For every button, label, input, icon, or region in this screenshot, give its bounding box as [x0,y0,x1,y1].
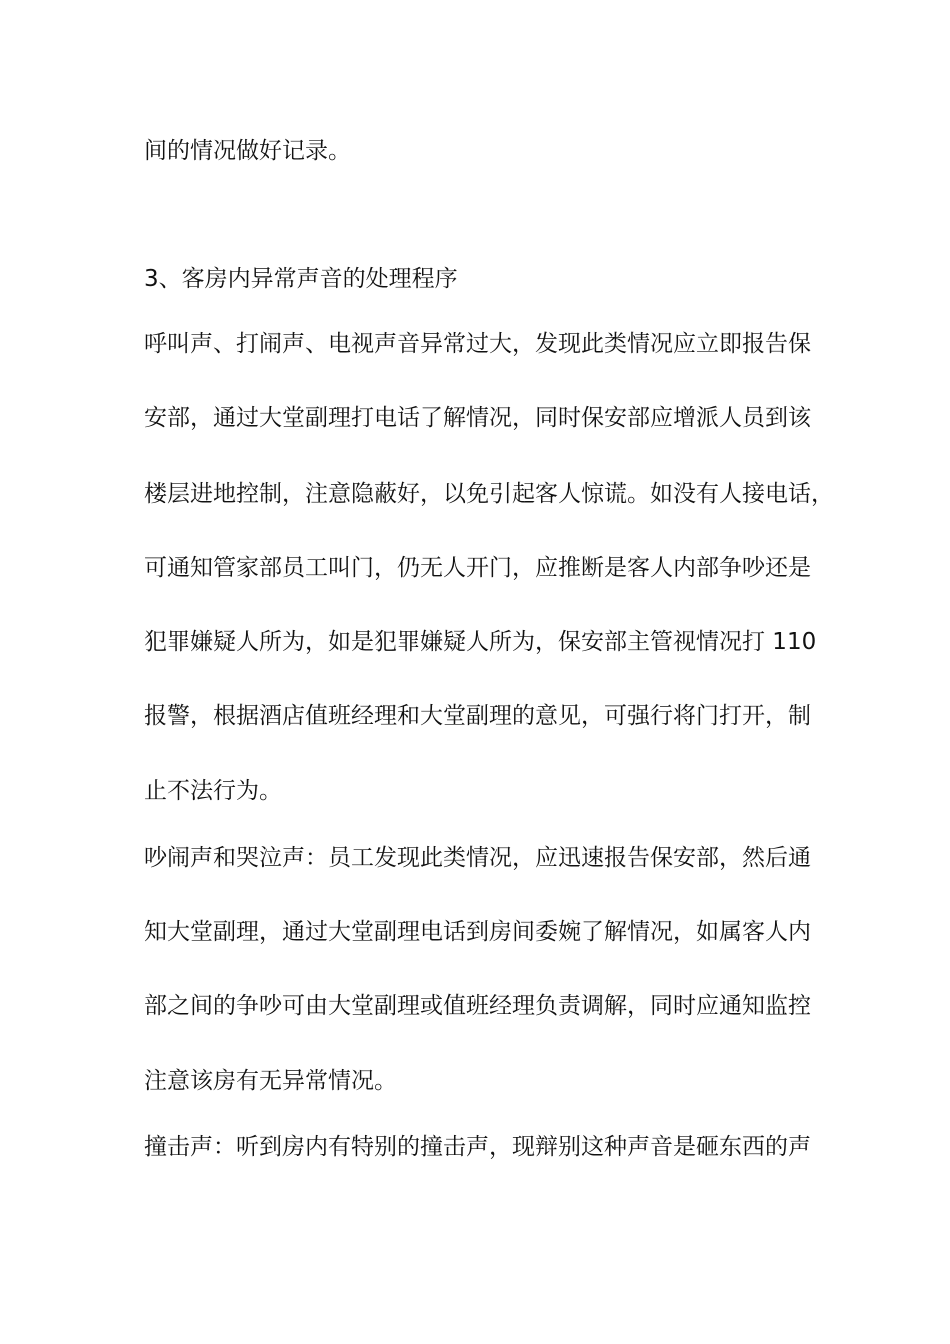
text-line: 安部，通过大堂副理打电话了解情况，同时保安部应增派人员到该 [144,405,811,431]
text-line: 吵闹声和哭泣声：员工发现此类情况，应迅速报告保安部，然后通 [144,845,811,871]
text-line: 犯罪嫌疑人所为，如是犯罪嫌疑人所为，保安部主管视情况打 110 [144,629,817,655]
text-line: 注意该房有无异常情况。 [144,1068,397,1094]
text-line: 知大堂副理，通过大堂副理电话到房间委婉了解情况，如属客人内 [144,919,811,945]
text-line: 楼层进地控制，注意隐蔽好，以免引起客人惊谎。如没有人接电话， [144,481,834,507]
text-line: 呼叫声、打闹声、电视声音异常过大，发现此类情况应立即报告保 [144,331,811,357]
text-line: 部之间的争吵可由大堂副理或值班经理负责调解，同时应通知监控 [144,993,811,1019]
text-line: 可通知管家部员工叫门，仍无人开门，应推断是客人内部争吵还是 [144,555,811,581]
text-line: 间的情况做好记录。 [144,138,351,164]
section-heading: 3、客房内异常声音的处理程序 [144,266,458,292]
text-line: 撞击声：听到房内有特别的撞击声，现辩别这种声音是砸东西的声 [144,1134,811,1160]
text-line: 止不法行为。 [144,778,282,804]
text-line: 报警，根据酒店值班经理和大堂副理的意见，可强行将门打开，制 [144,703,811,729]
